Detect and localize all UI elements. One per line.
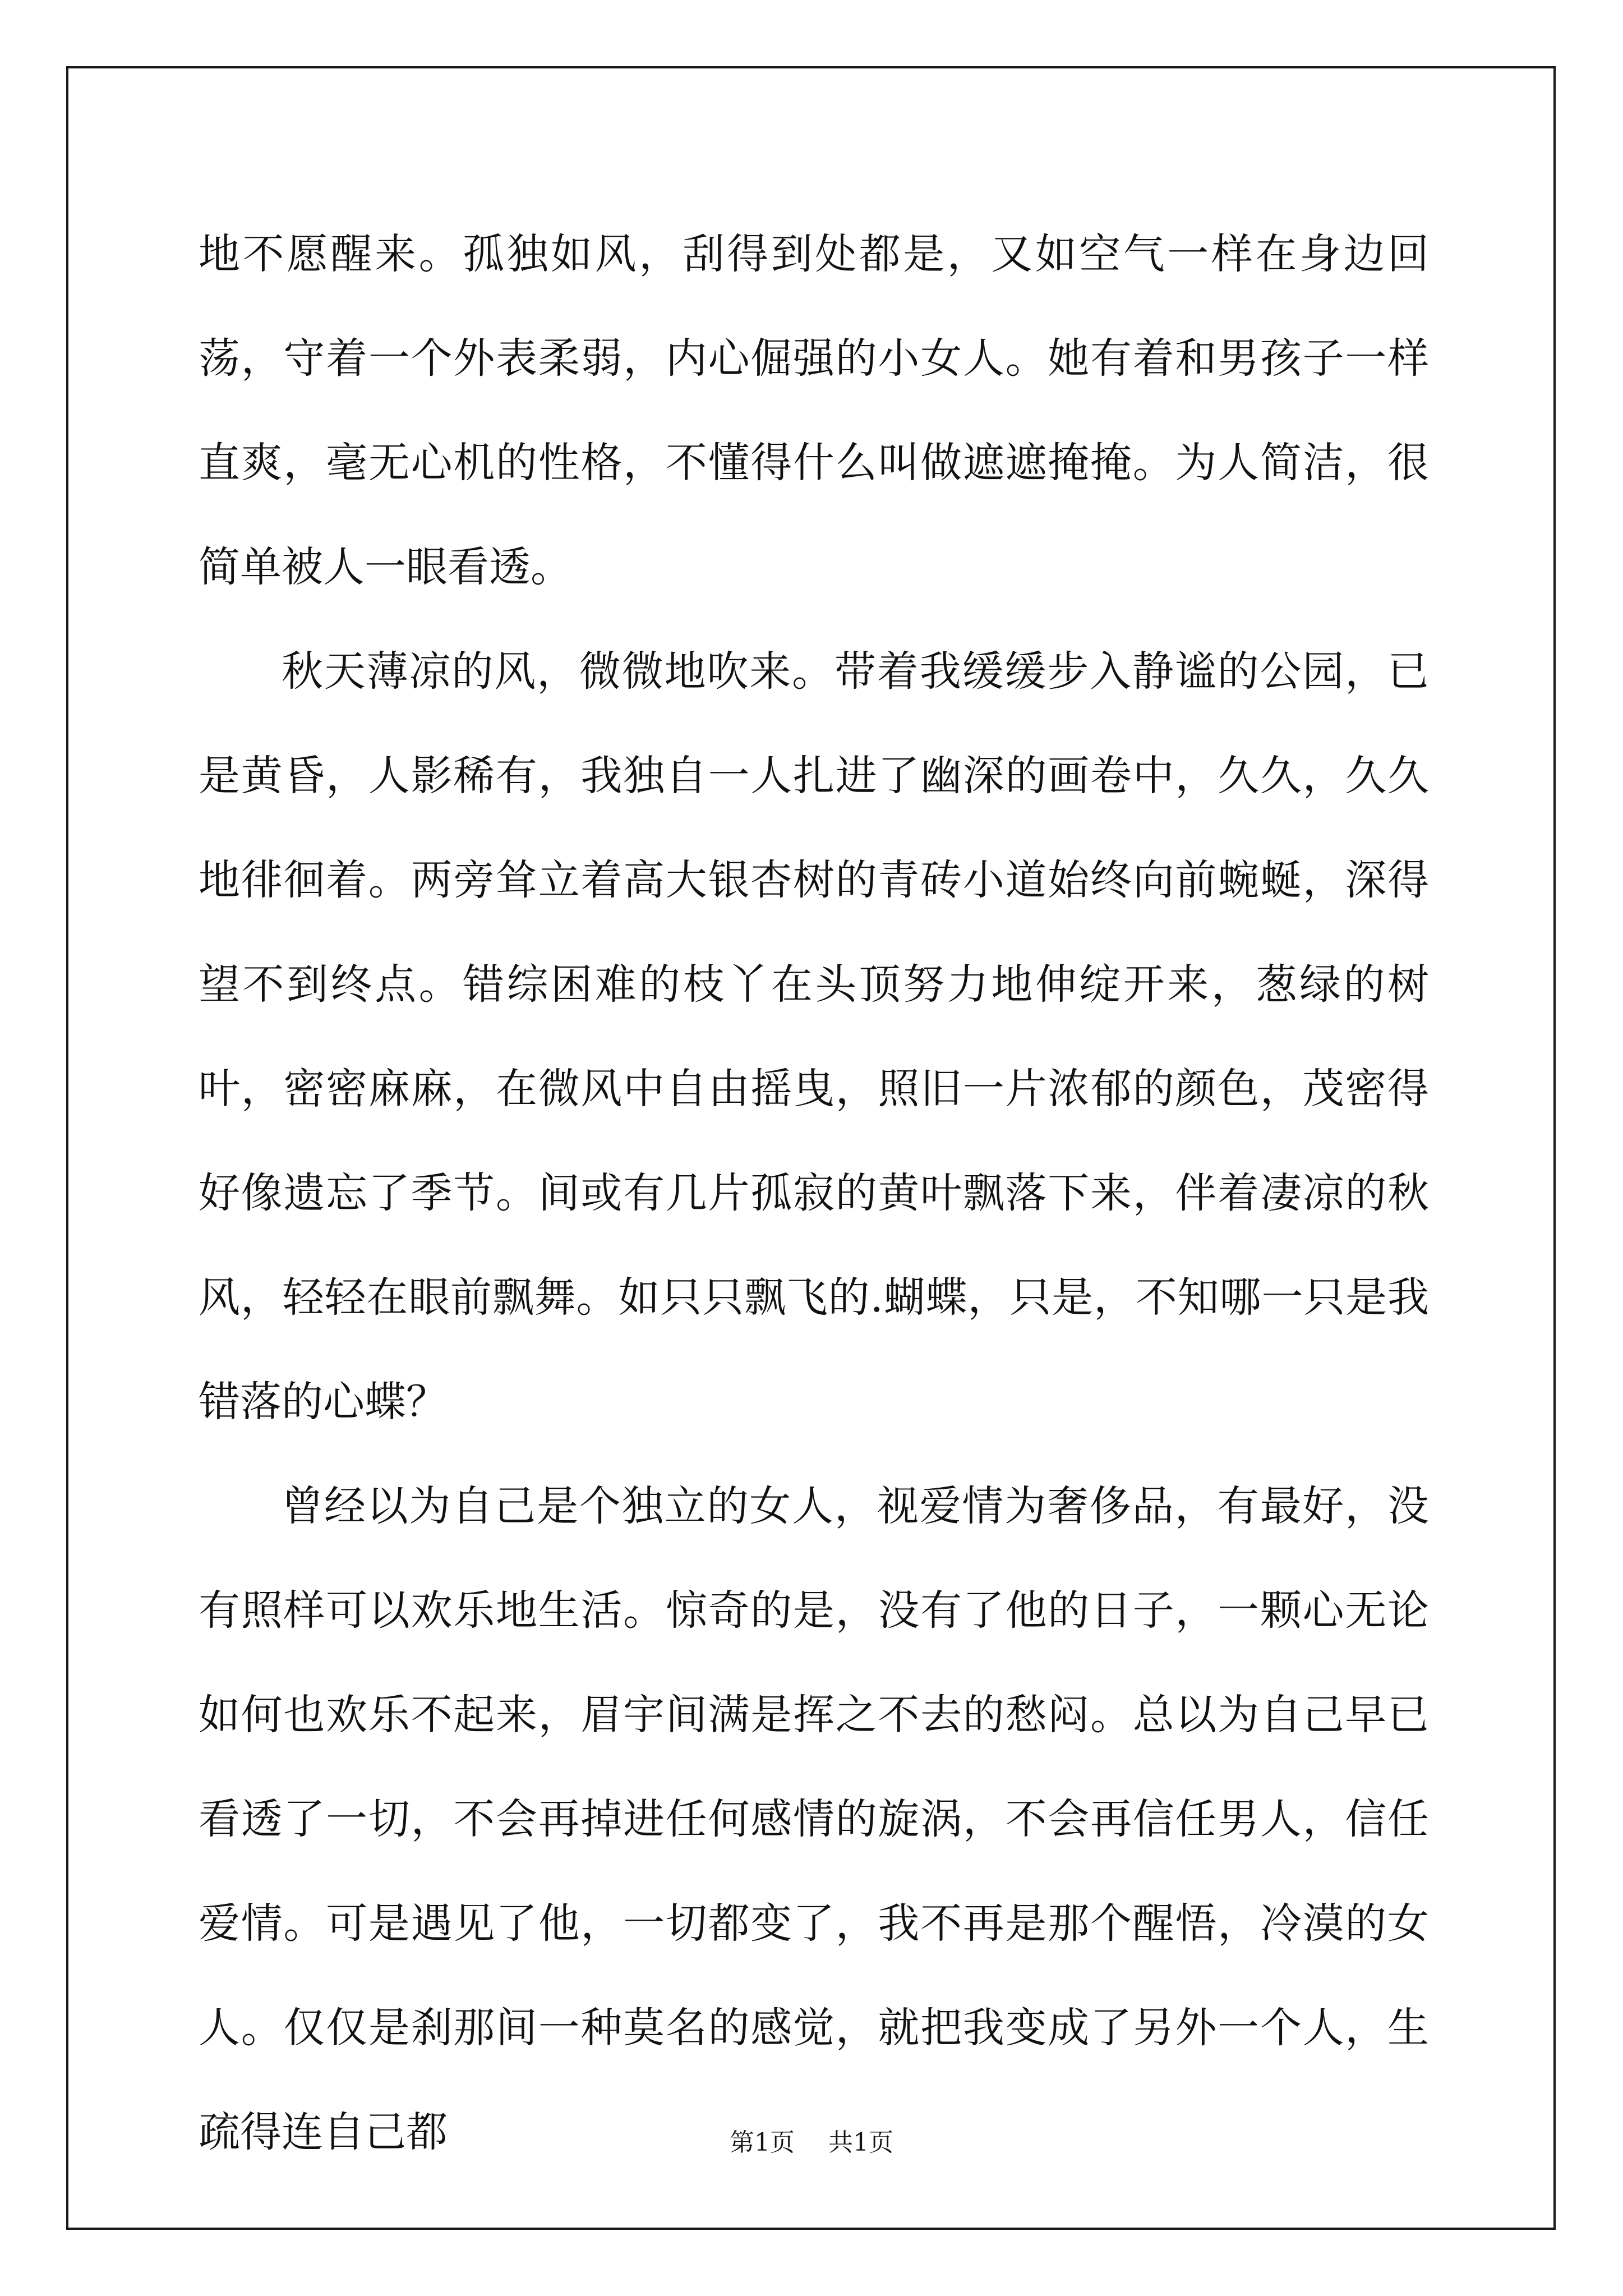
paragraph-1: 地不愿醒来。孤独如风，刮得到处都是，又如空气一样在身边回荡，守着一个外表柔弱，内心倔强的小女人。她有着和男孩子一样直爽，毫无心机的性格，不懂得什么叫做遮遮掩掩。为人简洁，很简单被人一眼看透。 (199, 230, 1429, 591)
paragraph-3: 曾经以为自己是个独立的女人，视爱情为奢侈品，有最好，没有照样可以欢乐地生活。惊奇的是，没有了他的日子，一颗心无论如何也欢乐不起来，眉宇间满是挥之不去的愁闷。总以为自己早已看透了一切，不会再掉进任何感情的旋涡，不会再信任男人，信任爱情。可是遇见了他，一切都变了，我不再是那个醒悟，冷漠的女人。仅仅是刹那间一种莫名的感觉，就把我变成了另外一个人，生疏得连自己都 (199, 1482, 1429, 2156)
page-number: 第1页 (730, 2128, 795, 2157)
page-footer (0, 2126, 1623, 2160)
document-body (199, 202, 1429, 2184)
paragraph-2: 秋天薄凉的风，微微地吹来。带着我缓缓步入静谧的公园，已是黄昏，人影稀有，我独自一人扎进了幽深的画卷中，久久，久久地徘徊着。两旁耸立着高大银杏树的青砖小道始终向前蜿蜒，深得望不到终点。错综困难的枝丫在头顶努力地伸绽开来，葱绿的树叶，密密麻麻，在微风中自由摇曳，照旧一片浓郁的颜色，茂密得好像遗忘了季节。间或有几片孤寂的黄叶飘落下来，伴着凄凉的秋风，轻轻在眼前飘舞。如只只飘飞的.蝴蝶，只是，不知哪一只是我错落的心蝶？ (199, 647, 1429, 1426)
page-total: 共1页 (828, 2128, 893, 2157)
